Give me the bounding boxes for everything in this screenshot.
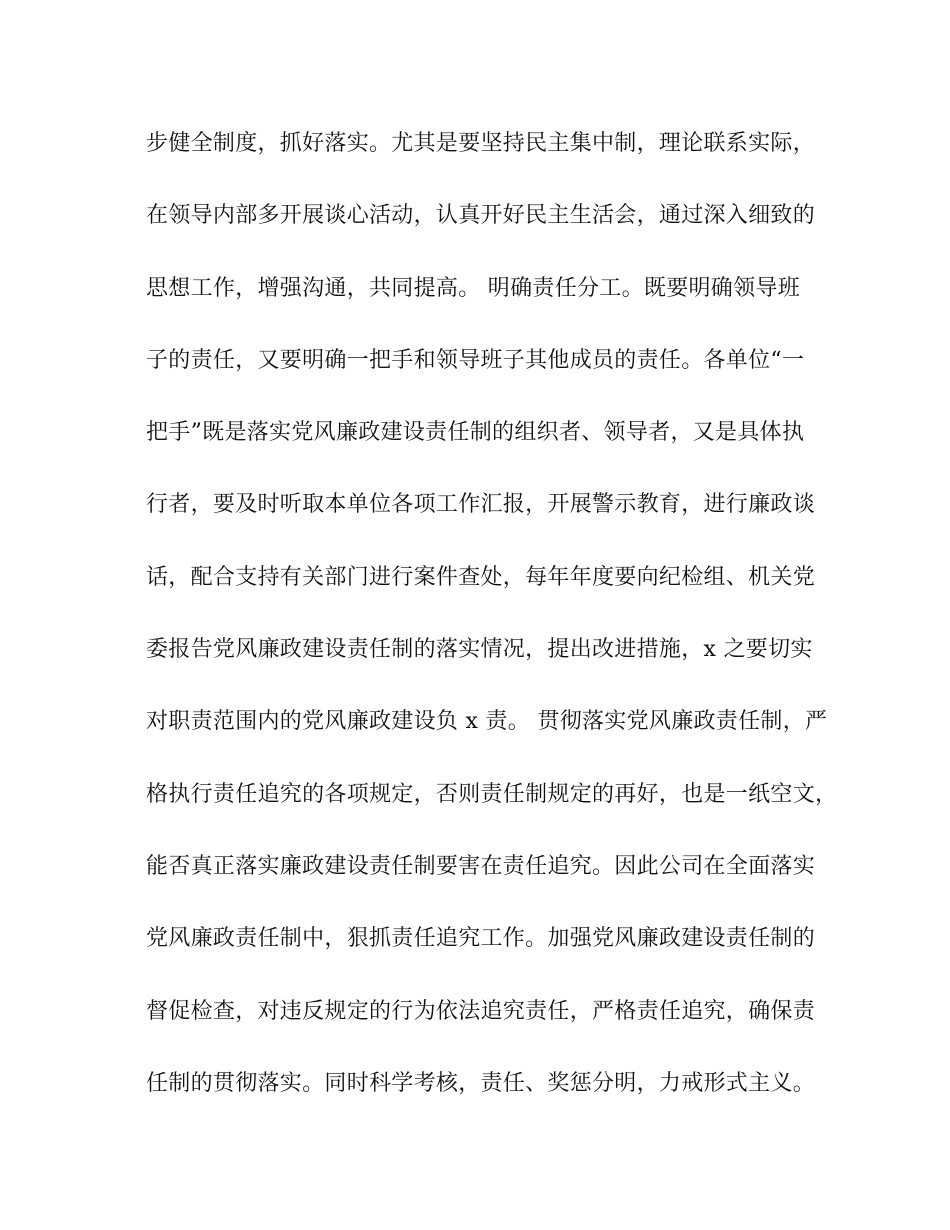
text-line: 委报告党风廉政建设责任制的落实情况，提出改进措施，x 之要切实 [146,637,813,663]
text-line: 党风廉政责任制中，狠抓责任追究工作。加强党风廉政建设责任制的 [146,926,816,952]
body-text [146,124,838,1136]
text-line: 步健全制度，抓好落实。尤其是要坚持民主集中制，理论联系实际， [146,131,816,156]
text-line: 在领导内部多开展谈心活动，认真开好民主生活会，通过深入细致的 [146,203,816,229]
text-line: 把手”既是落实党风廉政建设责任制的组织者、领导者，又是具体执 [146,420,805,446]
text-line: 行者，要及时听取本单位各项工作汇报，开展警示教育，进行廉政谈 [146,492,816,518]
text-line: 话，配合支持有关部门进行案件查处，每年年度要向纪检组、机关党 [146,564,816,590]
text-line: 督促检查，对违反规定的行为依法追究责任，严格责任追究，确保责 [146,998,816,1024]
text-line: 子的责任，又要明确一把手和领导班子其他成员的责任。各单位“一 [146,347,805,373]
text-line: 格执行责任追究的各项规定，否则责任制规定的再好，也是一纸空文， [146,781,838,807]
text-line: 思想工作，增强沟通，共同提高。 明确责任分工。既要明确领导班 [146,275,800,301]
text-line: 能否真正落实廉政建设责任制要害在责任追究。因此公司在全面落实 [146,853,816,879]
text-line: 对职责范围内的党风廉政建设负 x 责。 贯彻落实党风廉政责任制，严 [146,709,828,735]
text-line: 任制的贯彻落实。同时科学考核，责任、奖惩分明，力戒形式主义。 [146,1070,816,1096]
